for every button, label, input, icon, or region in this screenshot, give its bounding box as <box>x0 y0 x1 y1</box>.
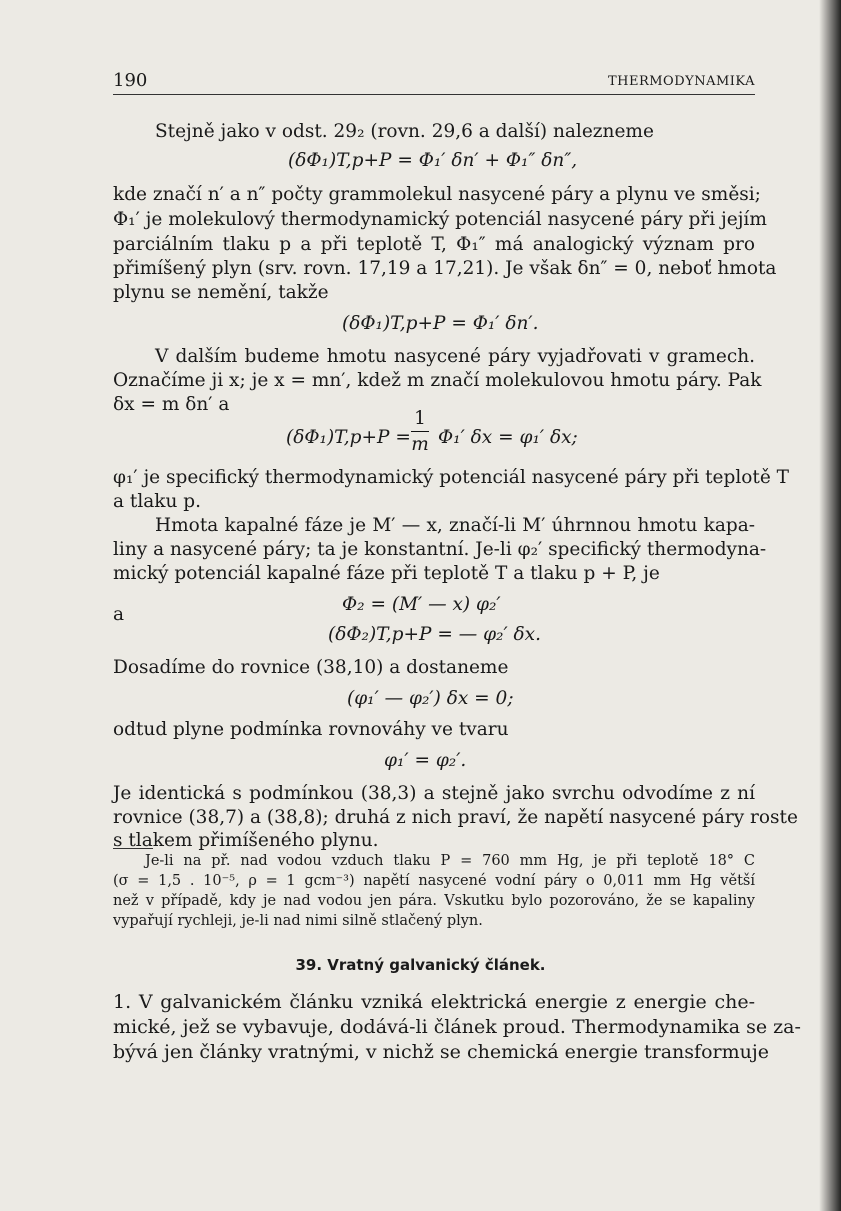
note-line: vypařují rychleji, je-li nad nimi silně stlačený plyn. <box>113 913 483 929</box>
paragraph-line: V dalším budeme hmotu nasycené páry vyjadřovati v gramech. <box>155 346 755 367</box>
note-line: Je-li na př. nad vodou vzduch tlaku P = 760 mm Hg, je při teplotě 18° C <box>145 853 755 869</box>
running-title: THERMODYNAMIKA <box>607 74 755 89</box>
equation-2: (δΦ₁)T,p+P = Φ₁′ δn′. <box>342 313 539 334</box>
paragraph-line: Hmota kapalné fáze je M′ — x, značí-li M′ úhrnnou hmotu kapa- <box>155 515 755 536</box>
page-header <box>113 68 755 95</box>
paragraph-line: φ₁′ je specifický thermodynamický potenciál nasycené páry při teplotě T <box>113 467 789 488</box>
equation-7: φ₁′ = φ₂′. <box>384 750 467 771</box>
paragraph-line: bývá jen články vratnými, v nichž se chemická energie transformuje <box>113 1041 769 1063</box>
paragraph-line: mické, jež se vybavuje, dodává-li článek proud. Thermodynamika se za- <box>113 1016 801 1038</box>
fraction-denominator: m <box>411 434 429 455</box>
section-heading: 39. Vratný galvanický článek. <box>295 956 546 974</box>
note-marker <box>113 848 153 849</box>
paragraph-line: Φ₁′ je molekulový thermodynamický potenciál nasycené páry při jejím <box>113 209 767 230</box>
paragraph-line: 1. V galvanickém článku vzniká elektrická energie z energie che- <box>113 991 755 1013</box>
conjunction-label: a <box>113 604 125 625</box>
note-line: (σ = 1,5 . 10⁻⁵, ρ = 1 gcm⁻³) napětí nasycené vodní páry o 0,011 mm Hg větší <box>113 873 755 889</box>
paragraph-line: přimíšený plyn (srv. rovn. 17,19 a 17,21). Je však δn″ = 0, neboť hmota <box>113 258 777 279</box>
note-line: než v případě, kdy je nad vodou jen pára. Vskutku bylo pozorováno, že se kapaliny <box>113 893 755 909</box>
paragraph-line: plynu se nemění, takže <box>113 282 329 303</box>
paragraph-line: Je identická s podmínkou (38,3) a stejně jako svrchu odvodíme z ní <box>113 783 755 804</box>
paragraph-line: odtud plyne podmínka rovnováhy ve tvaru <box>113 719 509 740</box>
equation-5: (δΦ₂)T,p+P = — φ₂′ δx. <box>328 624 541 645</box>
paragraph-line: mický potenciál kapalné fáze při teplotě T a tlaku p + P, je <box>113 563 660 584</box>
paragraph-line: liny a nasycené páry; ta je konstantní. Je-li φ₂′ specifický thermodyna- <box>113 539 767 560</box>
paragraph-line: Označíme ji x; je x = mn′, kdež m značí molekulovou hmotu páry. Pak <box>113 370 762 391</box>
equation-6: (φ₁′ — φ₂′) δx = 0; <box>347 688 514 709</box>
paragraph-line: rovnice (38,7) a (38,8); druhá z nich praví, že napětí nasycené páry roste <box>113 807 798 828</box>
equation-3-right: Φ₁′ δx = φ₁′ δx; <box>438 427 578 448</box>
fraction-numerator: 1 <box>414 408 426 429</box>
fraction <box>408 408 432 455</box>
paragraph-line: δx = m δn′ a <box>113 394 230 415</box>
paragraph-line: parciálním tlaku p a při teplotě T, Φ₁″ má analogický význam pro <box>113 234 755 255</box>
fraction-bar <box>411 431 429 432</box>
paragraph-line: a tlaku p. <box>113 491 202 512</box>
paragraph-line: kde značí n′ a n″ počty grammolekul nasycené páry a plynu ve směsi; <box>113 184 761 205</box>
equation-4: Φ₂ = (M′ — x) φ₂′ <box>342 594 501 615</box>
equation-1: (δΦ₁)T,p+P = Φ₁′ δn′ + Φ₁″ δn″, <box>288 150 578 171</box>
paragraph-line: Dosadíme do rovnice (38,10) a dostaneme <box>113 657 509 678</box>
paragraph-line: s tlakem přimíšeného plynu. <box>113 830 379 851</box>
page-number: 190 <box>113 70 148 91</box>
paragraph-intro: Stejně jako v odst. 29₂ (rovn. 29,6 a další) nalezneme <box>155 121 654 142</box>
binding-shadow <box>819 0 841 1211</box>
equation-3-left: (δΦ₁)T,p+P = <box>286 427 411 448</box>
